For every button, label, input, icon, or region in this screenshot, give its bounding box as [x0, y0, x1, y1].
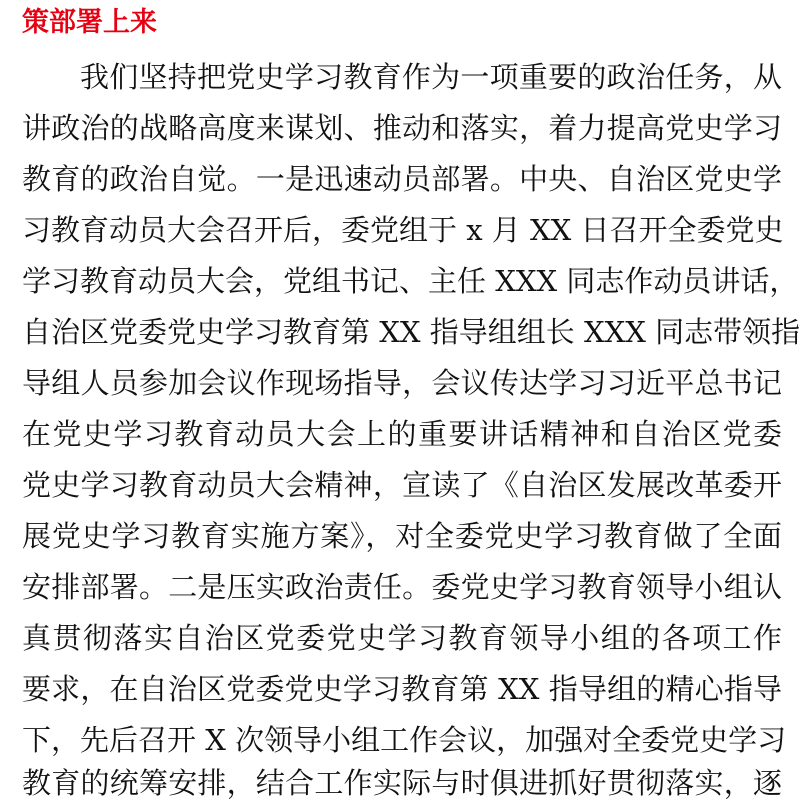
paragraph-line: 下，先后召开 X 次领导小组工作会议，加强对全委党史学习	[22, 723, 787, 757]
paragraph-line: 教育的政治自觉。一是迅速动员部署。中央、自治区党史学	[22, 162, 782, 196]
paragraph-line: 导组人员参加会议作现场指导，会议传达学习习近平总书记	[22, 366, 782, 400]
paragraph-line: 我们坚持把党史学习教育作为一项重要的政治任务，从	[80, 60, 782, 94]
paragraph-line: 自治区党委党史学习教育第 XX 指导组组长 XXX 同志带领指	[22, 315, 800, 349]
paragraph-line: 党史学习教育动员大会精神，宣读了《自治区发展改革委开	[22, 468, 782, 502]
paragraph-line: 要求，在自治区党委党史学习教育第 XX 指导组的精心指导	[22, 672, 782, 706]
paragraph-line: 学习教育动员大会，党组书记、主任 XXX 同志作动员讲话，	[22, 264, 799, 298]
paragraph-line: 安排部署。二是压实政治责任。委党史学习教育领导小组认	[22, 570, 782, 604]
section-heading: 策部署上来	[22, 7, 157, 38]
paragraph-line: 在党史学习教育动员大会上的重要讲话精神和自治区党委	[22, 417, 782, 451]
paragraph-line: 展党史学习教育实施方案》，对全委党史学习教育做了全面	[22, 519, 782, 553]
paragraph-line: 习教育动员大会召开后，委党组于 x 月 XX 日召开全委党史	[22, 213, 784, 247]
paragraph-line: 讲政治的战略高度来谋划、推动和落实，着力提高党史学习	[22, 111, 782, 145]
paragraph-line: 教育的统筹安排，结合工作实际与时俱进抓好贯彻落实，逐	[22, 766, 782, 800]
paragraph-line: 真贯彻落实自治区党委党史学习教育领导小组的各项工作	[22, 621, 782, 655]
